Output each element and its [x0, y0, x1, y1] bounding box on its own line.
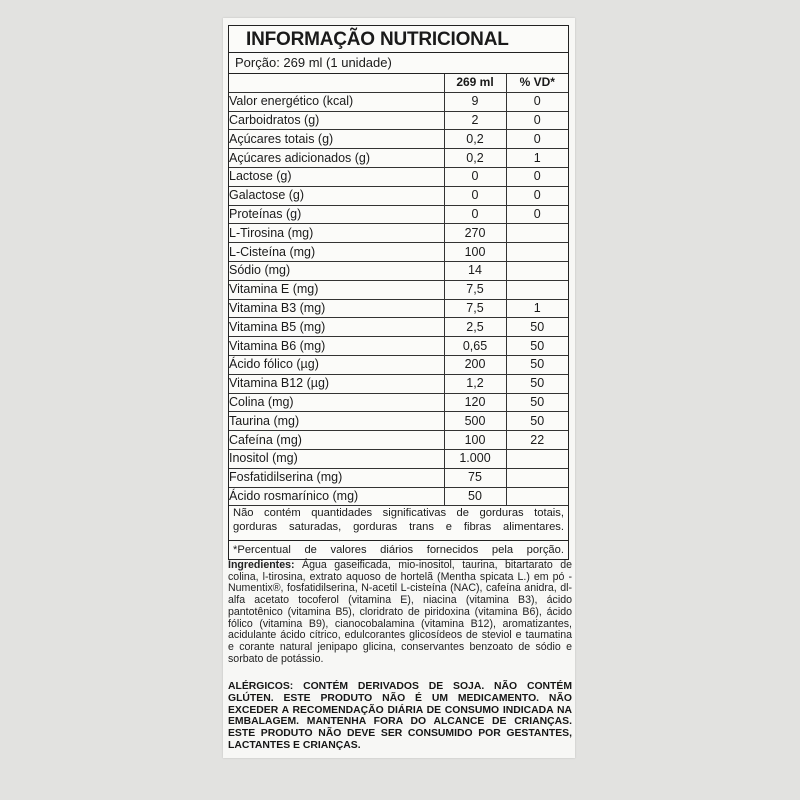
nutrient-dv: 0	[506, 111, 568, 130]
table-row	[229, 355, 568, 374]
nutrient-name: Colina (mg)	[229, 393, 444, 412]
nutrient-amount: 1,2	[444, 374, 506, 393]
nutrition-table	[229, 74, 568, 506]
nutrient-amount: 75	[444, 468, 506, 487]
nutrient-dv: 50	[506, 318, 568, 337]
nutrient-dv: 1	[506, 149, 568, 168]
nutrient-name: Cafeína (mg)	[229, 431, 444, 450]
nutrient-amount: 50	[444, 487, 506, 506]
nutrient-name: L-Cisteína (mg)	[229, 243, 444, 262]
table-row	[229, 318, 568, 337]
table-row	[229, 130, 568, 149]
nutrient-dv	[506, 224, 568, 243]
nutrition-facts-box	[228, 25, 569, 560]
nutrient-name: L-Tirosina (mg)	[229, 224, 444, 243]
nutrient-dv	[506, 487, 568, 506]
nutrient-name: Proteínas (g)	[229, 205, 444, 224]
nutrient-name: Sódio (mg)	[229, 261, 444, 280]
ingredients-label: Ingredientes:	[228, 559, 295, 571]
table-row	[229, 224, 568, 243]
table-header-row	[229, 74, 568, 92]
nutrient-name: Fosfatidilserina (mg)	[229, 468, 444, 487]
nutrient-name: Inositol (mg)	[229, 449, 444, 468]
nutrient-amount: 14	[444, 261, 506, 280]
nutrient-dv	[506, 468, 568, 487]
nutrient-dv: 0	[506, 130, 568, 149]
table-row	[229, 393, 568, 412]
table-row	[229, 412, 568, 431]
nutrient-amount: 9	[444, 92, 506, 111]
nutrient-amount: 270	[444, 224, 506, 243]
allergen-warning: ALÉRGICOS: CONTÉM DERIVADOS DE SOJA. NÃO CONTÉM GLÚTEN. ESTE PRODUTO NÃO É UM MEDICAMENTO. NÃO EXCEDER A RECOMENDAÇÃO DIÁRIA DE CONSUMO INDICADA NA EMBALAGEM. MANTENHA FORA DO ALCANCE DE CRIANÇAS. ESTE PRODUTO NÃO DEVE SER CONSUMIDO POR GESTANTES, LACTANTES E CRIANÇAS.	[228, 681, 572, 751]
nutrient-amount: 1.000	[444, 449, 506, 468]
header-dv: % VD*	[506, 74, 568, 92]
nutrient-amount: 120	[444, 393, 506, 412]
table-row	[229, 149, 568, 168]
ingredients-list: Água gaseificada, mio-inositol, taurina, bitartarato de colina, l-tirosina, extrato aquoso de hortelã (Mentha spicata L.) em pó - Numentix®, fosfatidilserina, N-acetil L-cisteína (NAC), cafeína anidra, dl-alfa acetato tocoferol (vitamina E), niacina (vitamina B3), ácido pantotênico (vitamina B5), cloridrato de piridoxina (vitamina B6), ácido fólico (vitamina B9), cianocobalamina (vitamina B12), aromatizantes, acidulante ácido cítrico, edulcorantes glicosídeos de steviol e taumatina e corante natural jenipapo glicina, conservantes benzoato de sódio e sorbato de potássio.	[228, 559, 572, 665]
nutrient-name: Açúcares totais (g)	[229, 130, 444, 149]
nutrient-dv: 50	[506, 412, 568, 431]
nutrient-dv	[506, 243, 568, 262]
nutrient-amount: 0	[444, 167, 506, 186]
nutrient-amount: 500	[444, 412, 506, 431]
nutrient-name: Lactose (g)	[229, 167, 444, 186]
portion-size: Porção: 269 ml (1 unidade)	[229, 53, 568, 74]
table-row	[229, 280, 568, 299]
nutrient-name: Ácido fólico (µg)	[229, 355, 444, 374]
table-row	[229, 449, 568, 468]
nutrient-name: Vitamina B3 (mg)	[229, 299, 444, 318]
table-row	[229, 92, 568, 111]
nutrient-dv	[506, 280, 568, 299]
nutrient-dv: 0	[506, 186, 568, 205]
nutrient-dv	[506, 261, 568, 280]
nutrition-title: INFORMAÇÃO NUTRICIONAL	[229, 26, 568, 53]
table-row	[229, 374, 568, 393]
table-row	[229, 111, 568, 130]
nutrient-name: Vitamina B6 (mg)	[229, 337, 444, 356]
nutrient-amount: 7,5	[444, 299, 506, 318]
nutrient-amount: 0,2	[444, 149, 506, 168]
footnote-daily-values: *Percentual de valores diários fornecidos pela porção.	[229, 540, 568, 559]
header-nutrient	[229, 74, 444, 92]
nutrient-amount: 0	[444, 186, 506, 205]
table-row	[229, 337, 568, 356]
nutrient-dv: 0	[506, 205, 568, 224]
nutrient-name: Vitamina B12 (µg)	[229, 374, 444, 393]
table-row	[229, 167, 568, 186]
nutrient-amount: 2	[444, 111, 506, 130]
nutrient-name: Ácido rosmarínico (mg)	[229, 487, 444, 506]
table-row	[229, 487, 568, 506]
nutrient-name: Valor energético (kcal)	[229, 92, 444, 111]
table-row	[229, 243, 568, 262]
nutrient-dv: 22	[506, 431, 568, 450]
nutrient-amount: 0,2	[444, 130, 506, 149]
nutrient-name: Carboidratos (g)	[229, 111, 444, 130]
nutrient-amount: 2,5	[444, 318, 506, 337]
nutrient-dv: 50	[506, 393, 568, 412]
nutrient-dv	[506, 449, 568, 468]
nutrient-name: Taurina (mg)	[229, 412, 444, 431]
table-row	[229, 261, 568, 280]
header-amount: 269 ml	[444, 74, 506, 92]
nutrient-name: Vitamina E (mg)	[229, 280, 444, 299]
table-row	[229, 205, 568, 224]
nutrient-amount: 7,5	[444, 280, 506, 299]
table-row	[229, 431, 568, 450]
nutrient-dv: 1	[506, 299, 568, 318]
nutrient-name: Açúcares adicionados (g)	[229, 149, 444, 168]
footnote-not-significant: Não contém quantidades significativas de gorduras totais, gorduras saturadas, gorduras trans e fibras alimentares.	[233, 507, 564, 533]
nutrient-amount: 0,65	[444, 337, 506, 356]
nutrient-dv: 0	[506, 167, 568, 186]
table-body	[229, 92, 568, 506]
nutrient-dv: 50	[506, 355, 568, 374]
table-row	[229, 468, 568, 487]
nutrient-name: Galactose (g)	[229, 186, 444, 205]
ingredients-text	[228, 560, 572, 665]
table-row	[229, 186, 568, 205]
nutrient-amount: 100	[444, 243, 506, 262]
nutrient-amount: 200	[444, 355, 506, 374]
nutrient-dv: 50	[506, 337, 568, 356]
nutrient-dv: 50	[506, 374, 568, 393]
nutrient-amount: 0	[444, 205, 506, 224]
nutrient-dv: 0	[506, 92, 568, 111]
table-row	[229, 299, 568, 318]
nutrient-amount: 100	[444, 431, 506, 450]
nutrient-name: Vitamina B5 (mg)	[229, 318, 444, 337]
